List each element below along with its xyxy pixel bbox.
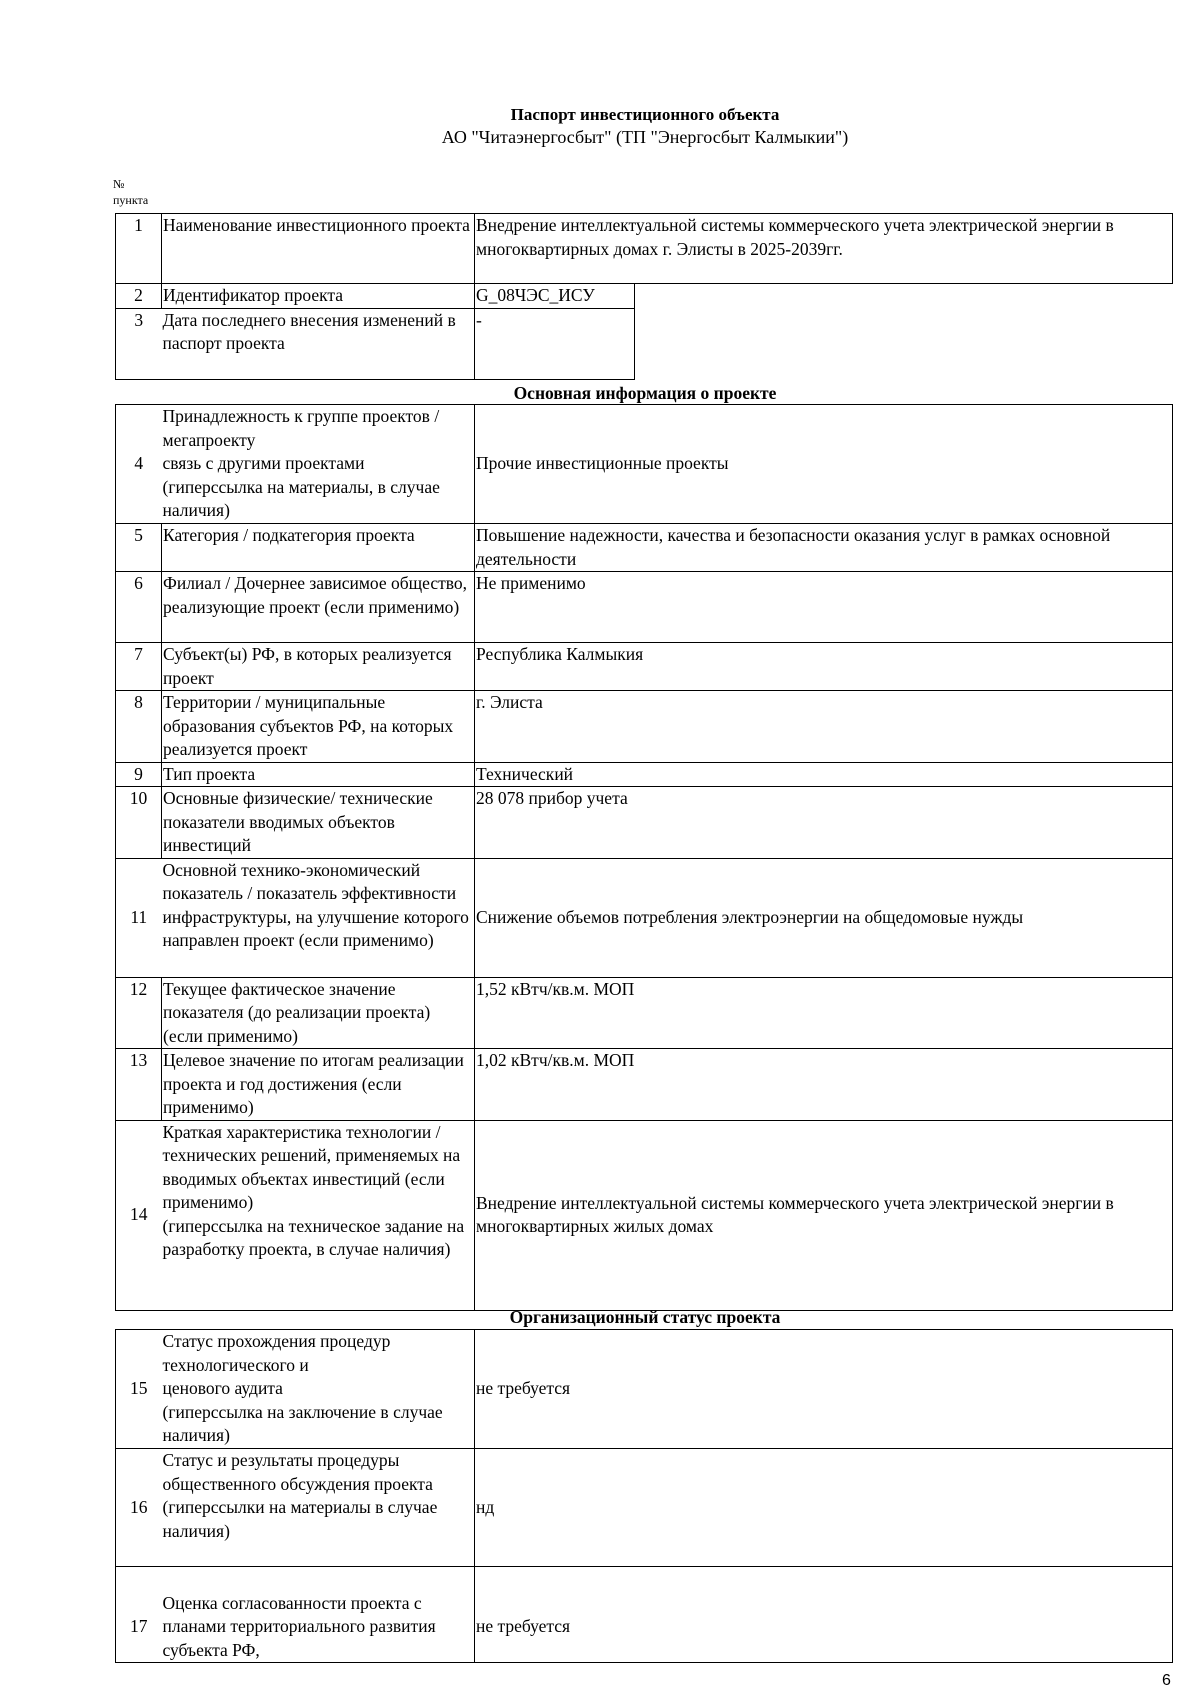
row-label: Основной технико-экономический показатель / показатель эффективности инфраструктуры, на улучшение которого направлен проект (если применимо) xyxy=(162,858,475,977)
item-number-header: № пункта xyxy=(113,177,149,207)
row-label: Дата последнего внесения изменений в паспорт проекта xyxy=(162,308,475,379)
row-value: Технический xyxy=(475,762,1173,787)
row-value: - xyxy=(475,308,635,379)
row-number: 5 xyxy=(116,524,162,572)
table-row xyxy=(116,1330,1173,1449)
row-value: 28 078 прибор учета xyxy=(475,787,1173,859)
table-row xyxy=(116,1567,1173,1663)
row-number: 10 xyxy=(116,787,162,859)
table-row xyxy=(116,405,1173,524)
table-row xyxy=(116,214,1173,284)
row-number: 8 xyxy=(116,691,162,763)
row-number: 17 xyxy=(116,1567,162,1663)
table-row xyxy=(116,691,1173,763)
row-label: Целевое значение по итогам реализации проекта и год достижения (если применимо) xyxy=(162,1049,475,1121)
row-value: нд xyxy=(475,1449,1173,1567)
table-row xyxy=(116,762,1173,787)
row-number: 12 xyxy=(116,977,162,1049)
row-value: Внедрение интеллектуальной системы коммерческого учета электрической энергии в многоквартирных домах г. Элисты в 2025-2039гг. xyxy=(475,214,1173,284)
row-number: 4 xyxy=(116,405,162,524)
table-row xyxy=(116,787,1173,859)
row-value: Республика Калмыкия xyxy=(475,643,1173,691)
table-row xyxy=(116,977,1173,1049)
row-number: 3 xyxy=(116,308,162,379)
row-number: 6 xyxy=(116,572,162,643)
row-value: Прочие инвестиционные проекты xyxy=(475,405,1173,524)
passport-table-main-info xyxy=(115,404,1173,1311)
row-number: 14 xyxy=(116,1120,162,1310)
row-label: Текущее фактическое значение показателя (до реализации проекта) (если применимо) xyxy=(162,977,475,1049)
row-label: Филиал / Дочернее зависимое общество, реализующие проект (если применимо) xyxy=(162,572,475,643)
page-number: 6 xyxy=(1162,1672,1171,1689)
document-title: Паспорт инвестиционного объекта xyxy=(510,105,780,124)
row-number: 15 xyxy=(116,1330,162,1449)
row-number: 7 xyxy=(116,643,162,691)
document-header xyxy=(0,104,1200,148)
passport-table-org-status xyxy=(115,1329,1173,1663)
row-value: не требуется xyxy=(475,1567,1173,1663)
row-label: Субъект(ы) РФ, в которых реализуется проект xyxy=(162,643,475,691)
row-label: Оценка согласованности проекта с планами территориального развития субъекта РФ, xyxy=(162,1567,475,1663)
row-value: Внедрение интеллектуальной системы коммерческого учета электрической энергии в многоквартирных жилых домах xyxy=(475,1120,1173,1310)
row-value: Снижение объемов потребления электроэнергии на общедомовые нужды xyxy=(475,858,1173,977)
row-label: Основные физические/ технические показатели вводимых объектов инвестиций xyxy=(162,787,475,859)
table-row xyxy=(116,572,1173,643)
row-label: Территории / муниципальные образования субъектов РФ, на которых реализуется проект xyxy=(162,691,475,763)
row-label: Принадлежность к группе проектов / мегапроекту связь с другими проектами (гиперссылка на материалы, в случае наличия) xyxy=(162,405,475,524)
passport-table-identification-narrow xyxy=(115,283,635,380)
row-value: 1,52 кВтч/кв.м. МОП xyxy=(475,977,1173,1049)
row-number: 11 xyxy=(116,858,162,977)
row-number: 9 xyxy=(116,762,162,787)
table-row xyxy=(116,1120,1173,1310)
passport-table-identification xyxy=(115,213,1173,284)
table-row xyxy=(116,643,1173,691)
table-row xyxy=(116,1449,1173,1567)
row-number: 13 xyxy=(116,1049,162,1121)
row-number: 16 xyxy=(116,1449,162,1567)
row-label: Наименование инвестиционного проекта xyxy=(162,214,475,284)
section-title-main-info: Основная информация о проекте xyxy=(513,383,777,403)
row-label: Тип проекта xyxy=(162,762,475,787)
row-value: Не применимо xyxy=(475,572,1173,643)
section-title-org-status: Организационный статус проекта xyxy=(509,1307,781,1327)
row-label: Краткая характеристика технологии / технических решений, применяемых на вводимых объектах инвестиций (если применимо) (гиперссылка на техническое задание на разработку проекта, в случае наличия) xyxy=(162,1120,475,1310)
row-value: г. Элиста xyxy=(475,691,1173,763)
row-value: не требуется xyxy=(475,1330,1173,1449)
row-label: Идентификатор проекта xyxy=(162,284,475,309)
row-label: Статус и результаты процедуры общественного обсуждения проекта (гиперссылки на материалы в случае наличия) xyxy=(162,1449,475,1567)
table-row xyxy=(116,1049,1173,1121)
row-number: 2 xyxy=(116,284,162,309)
row-value: Повышение надежности, качества и безопасности оказания услуг в рамках основной деятельности xyxy=(475,524,1173,572)
row-number: 1 xyxy=(116,214,162,284)
table-row xyxy=(116,308,635,379)
table-row xyxy=(116,858,1173,977)
table-row xyxy=(116,284,635,309)
row-value: G_08ЧЭС_ИСУ xyxy=(475,284,635,309)
row-value: 1,02 кВтч/кв.м. МОП xyxy=(475,1049,1173,1121)
document-subtitle: АО "Читаэнергосбыт" (ТП "Энергосбыт Калмыкии") xyxy=(441,127,849,147)
row-label: Категория / подкатегория проекта xyxy=(162,524,475,572)
table-row xyxy=(116,524,1173,572)
row-label: Статус прохождения процедур технологического и ценового аудита (гиперссылка на заключение в случае наличия) xyxy=(162,1330,475,1449)
